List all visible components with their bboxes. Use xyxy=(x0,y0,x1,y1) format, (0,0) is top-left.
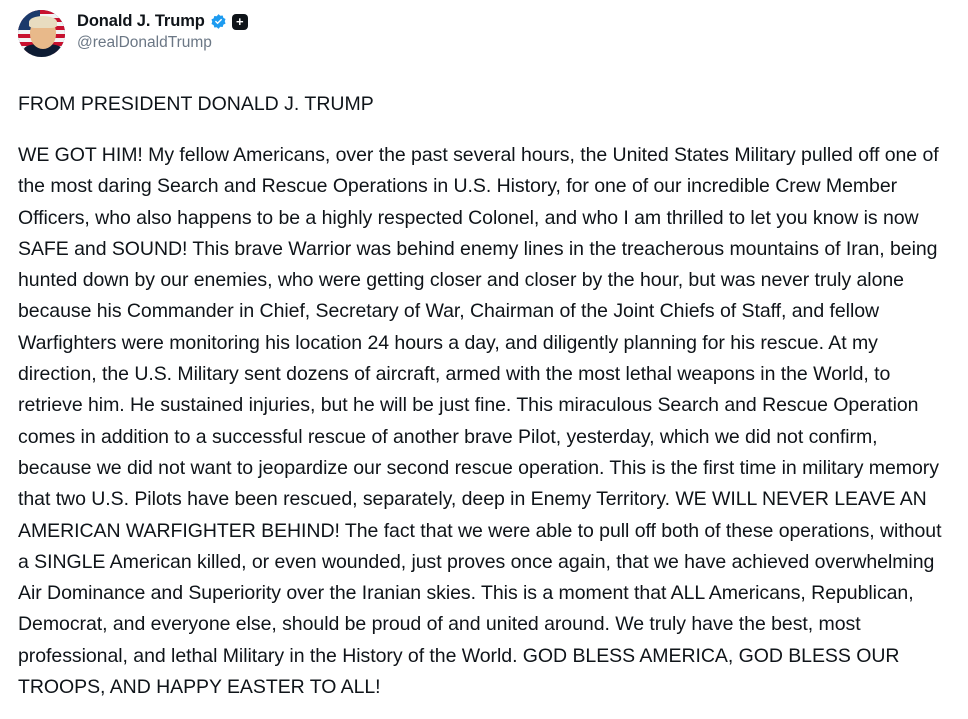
post-intro-line: FROM PRESIDENT DONALD J. TRUMP xyxy=(18,93,374,115)
subscription-badge-icon[interactable]: + xyxy=(232,14,248,30)
post-header xyxy=(18,10,950,68)
account-names xyxy=(77,10,248,52)
avatar-hair-shape xyxy=(29,16,57,28)
avatar[interactable] xyxy=(18,10,65,57)
account-handle[interactable]: @realDonaldTrump xyxy=(77,34,212,51)
account-display-name[interactable]: Donald J. Trump xyxy=(77,12,205,30)
verified-check-icon[interactable] xyxy=(210,13,227,30)
post-body xyxy=(18,90,950,703)
post-main-text: WE GOT HIM! My fellow Americans, over the past several hours, the United States Military pulled off one of the most daring Search and Rescue Operations in U.S. History, for one of our incredible Crew Member Officers, who also happens to be a highly respected Colonel, and who I am thrilled to let you know is now SAFE and SOUND! This brave Warrior was behind enemy lines in the treacherous mountains of Iran, being hunted down by our enemies, who were getting closer and closer by the hour, but was never truly alone because his Commander in Chief, Secretary of War, Chairman of the Joint Chiefs of Staff, and fellow Warfighters were monitoring his location 24 hours a day, and diligently planning for his rescue. At my direction, the U.S. Military sent dozens of aircraft, armed with the most lethal weapons in the World, to retrieve him. He sustained injuries, but he will be just fine. This miraculous Search and Rescue Operation comes in addition to a successful rescue of another brave Pilot, yesterday, which we did not confirm, because we did not want to jeopardize our second rescue operation. This is the first time in military memory that two U.S. Pilots have been rescued, separately, deep in Enemy Territory. WE WILL NEVER LEAVE AN AMERICAN WARFIGHTER BEHIND! The fact that we were able to pull off both of these operations, without a SINGLE American killed, or even wounded, just proves once again, that we have achieved overwhelming Air Dominance and Superiority over the Iranian skies. This is a moment that ALL Americans, Republican, Democrat, and everyone else, should be proud of and united around. We truly have the best, most professional, and lethal Military in the History of the World. GOD BLESS AMERICA, GOD BLESS OUR TROOPS, AND HAPPY EASTER TO ALL! xyxy=(18,144,942,699)
display-name-row xyxy=(77,12,248,31)
